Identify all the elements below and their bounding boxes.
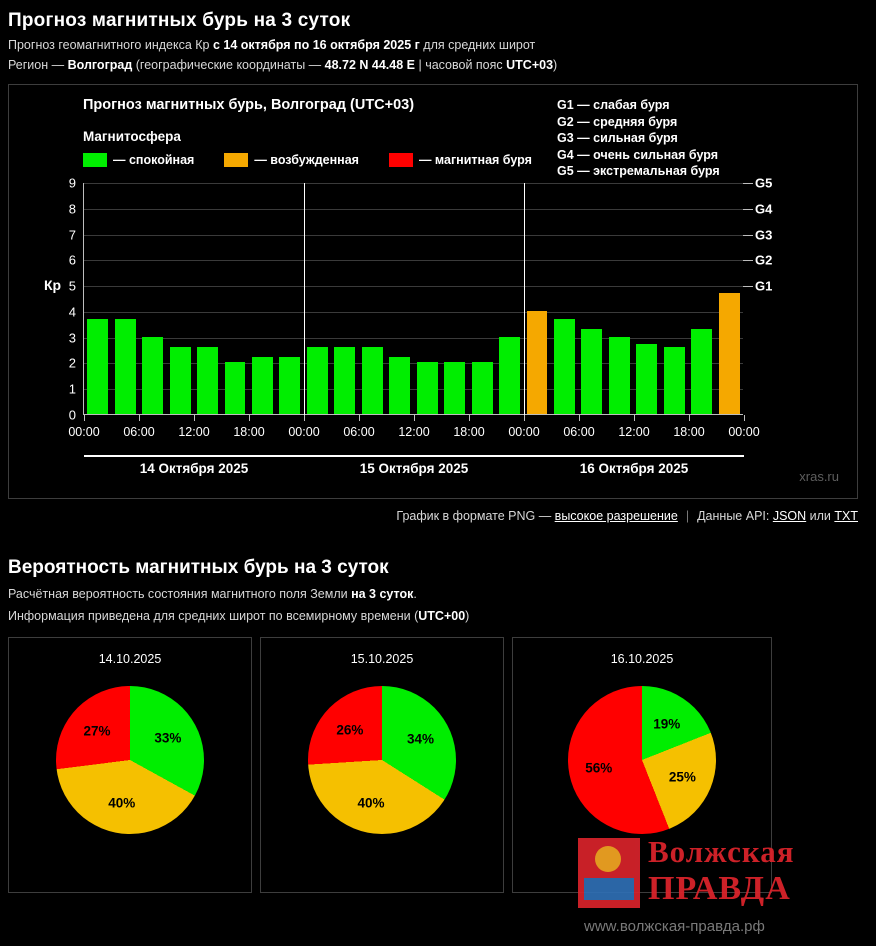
probability-line-2 [0, 601, 876, 623]
bar-slot [331, 182, 358, 414]
right-axis-tick [743, 209, 753, 210]
kp-bar [499, 337, 520, 414]
region-city: Волгоград [67, 58, 133, 72]
kp-bar [691, 329, 712, 414]
region-mid: (географические координаты — [132, 58, 325, 72]
pie-slice-percent: 40% [357, 795, 385, 811]
bar-slot [715, 182, 742, 414]
y-axis-tick-label: 5 [68, 278, 76, 294]
region-prefix: Регион — [8, 58, 68, 72]
kp-bar [719, 293, 740, 414]
y-axis-tick-label: 9 [68, 175, 76, 191]
g-scale-item: G2 — средняя буря [557, 114, 678, 129]
y-axis-tick-label: 1 [68, 381, 76, 397]
pie-card [8, 637, 252, 893]
day-band [524, 455, 744, 457]
x-axis-tick [634, 415, 635, 421]
legend-label: — спокойная [113, 153, 195, 167]
bar-slot [249, 182, 276, 414]
png-high-res-link[interactable]: высокое разрешение [554, 509, 678, 523]
right-axis-label: G3 [755, 227, 773, 243]
bar-slot [441, 182, 468, 414]
bar-slot [386, 182, 413, 414]
probability-line1-bold: на 3 суток [351, 587, 414, 601]
right-axis-label: G4 [755, 201, 773, 217]
x-axis-tick-label: 00:00 [68, 425, 100, 439]
chart-source-watermark: xras.ru [799, 469, 839, 484]
kp-bar [142, 337, 163, 414]
links-divider: | [685, 509, 690, 523]
links-or: или [806, 509, 835, 523]
bar-slot [468, 182, 495, 414]
kp-bar [527, 311, 548, 414]
kp-bar [472, 362, 493, 414]
x-axis-tick-label: 06:00 [123, 425, 155, 439]
chart-links-row [0, 509, 858, 523]
x-axis-tick [139, 415, 140, 421]
pie-chart [56, 686, 204, 834]
api-txt-link[interactable]: TXT [834, 509, 858, 523]
y-axis-tick-label: 0 [68, 407, 76, 423]
bar-slot [661, 182, 688, 414]
kp-bar [362, 347, 383, 414]
kp-bar [87, 319, 108, 414]
x-axis-tick-label: 06:00 [563, 425, 595, 439]
watermark-url: www.волжская-правда.рф [584, 918, 765, 935]
chart-legend [83, 153, 554, 167]
kp-bar [664, 347, 685, 414]
kp-bar [197, 347, 218, 414]
g-scale-item: G1 — слабая буря [557, 98, 670, 112]
region-end: ) [553, 58, 558, 72]
y-axis-label: Кр [44, 277, 62, 293]
bar-slot [496, 182, 523, 414]
y-axis-tick-label: 4 [68, 304, 76, 320]
pie-card [512, 637, 772, 893]
region-sep: | часовой пояс [415, 58, 507, 72]
kp-bar [170, 347, 191, 414]
kp-bar [334, 347, 355, 414]
y-axis-tick-label: 8 [68, 201, 76, 217]
probability-section-title: Вероятность магнитных бурь на 3 суток [8, 557, 389, 578]
pie-card [260, 637, 504, 893]
right-axis-label: G5 [755, 175, 773, 191]
bar-slot [688, 182, 715, 414]
y-axis-tick-label: 6 [68, 252, 76, 268]
day-separator [304, 183, 305, 415]
api-prefix: Данные API: [697, 509, 773, 523]
right-axis-tick [743, 183, 753, 184]
forecast-period-dates: с 14 октября по 16 октября 2025 г [212, 38, 420, 52]
y-axis-tick-label: 3 [68, 330, 76, 346]
x-axis-tick-label: 12:00 [398, 425, 430, 439]
x-axis-tick [414, 415, 415, 421]
region-line [0, 52, 876, 72]
pie-slice-percent: 25% [668, 769, 696, 785]
bar-slot [413, 182, 440, 414]
page-title: Прогноз магнитных бурь на 3 суток [8, 10, 351, 31]
forecast-period-line [0, 32, 876, 52]
legend-title: Магнитосфера [83, 129, 181, 144]
right-axis-tick [743, 260, 753, 261]
x-axis-tick-label: 12:00 [178, 425, 210, 439]
plot-area [44, 175, 773, 476]
png-prefix: График в формате PNG — [396, 509, 555, 523]
kp-bar [554, 319, 575, 414]
api-json-link[interactable]: JSON [772, 509, 807, 523]
region-timezone: UTC+03 [506, 58, 554, 72]
bar-slot [606, 182, 633, 414]
probability-line2-prefix: Информация приведена для средних широт по всемирному времени ( [8, 609, 419, 623]
right-axis-label: G2 [755, 252, 773, 268]
day-separator [524, 183, 525, 415]
bar-slot [523, 182, 550, 414]
bar-slot [551, 182, 578, 414]
pie-slice-percent: 33% [154, 730, 182, 746]
kp-bar [115, 319, 136, 414]
watermark-text-line2: ПРАВДА [648, 870, 791, 907]
right-axis-tick [743, 235, 753, 236]
y-axis-tick-label: 2 [68, 355, 76, 371]
day-band [84, 455, 304, 457]
x-axis-tick [524, 415, 525, 421]
pie-slice-percent: 19% [653, 716, 681, 732]
pie-date-label: 14.10.2025 [98, 652, 162, 666]
pie-chart [308, 686, 456, 834]
pie-slice-percent: 26% [336, 722, 364, 738]
kp-bar [307, 347, 328, 414]
probability-line1-prefix: Расчётная вероятность состояния магнитного поля Земли [8, 587, 352, 601]
x-axis-tick [359, 415, 360, 421]
pie-slice-percent: 56% [585, 760, 613, 776]
day-label: 16 Октября 2025 [579, 461, 689, 476]
x-axis-tick [469, 415, 470, 421]
g-scale-item: G3 — сильная буря [557, 131, 678, 145]
kp-bar [389, 357, 410, 414]
right-axis-label: G1 [755, 278, 773, 294]
forecast-period-suffix: для средних широт [419, 38, 536, 52]
x-axis-tick [194, 415, 195, 421]
bar-slot [221, 182, 248, 414]
kp-bar [609, 337, 630, 414]
region-coords: 48.72 N 44.48 E [324, 58, 415, 72]
forecast-period-prefix: Прогноз геомагнитного индекса Кр [8, 38, 213, 52]
pie-slice-percent: 40% [108, 795, 136, 811]
kp-forecast-chart [8, 84, 858, 499]
x-axis-tick-label: 06:00 [343, 425, 375, 439]
g-scale-item: G4 — очень сильная буря [557, 147, 718, 162]
chart-title: Прогноз магнитных бурь, Волгоград (UTC+03) [83, 97, 415, 113]
x-axis-tick [579, 415, 580, 421]
pie-date-label: 15.10.2025 [350, 652, 414, 666]
x-axis-tick [744, 415, 745, 421]
pie-slice-percent: 27% [83, 723, 111, 739]
g-scale-item: G5 — экстремальная буря [557, 164, 720, 178]
probability-line1-suffix: . [413, 587, 417, 601]
x-axis-tick [304, 415, 305, 421]
right-axis-tick [743, 286, 753, 287]
x-axis-tick-label: 00:00 [288, 425, 320, 439]
y-axis-tick-label: 7 [68, 227, 76, 243]
x-axis-tick-label: 00:00 [728, 425, 760, 439]
legend-label: — возбужденная [254, 153, 359, 167]
bar-slot [166, 182, 193, 414]
kp-bar [444, 362, 465, 414]
bar-slot [84, 182, 111, 414]
bar-slot [304, 182, 331, 414]
x-axis-tick [84, 415, 85, 421]
bar-slot [359, 182, 386, 414]
kp-bar [417, 362, 438, 414]
pie-date-label: 16.10.2025 [610, 652, 674, 666]
probability-line-1 [0, 579, 876, 601]
pie-slice-percent: 34% [407, 731, 435, 747]
day-label: 14 Октября 2025 [139, 461, 249, 476]
x-axis-tick-label: 18:00 [673, 425, 705, 439]
x-axis-tick-label: 00:00 [508, 425, 540, 439]
probability-pie-charts [8, 637, 868, 893]
kp-bar [225, 362, 246, 414]
bar-slot [194, 182, 221, 414]
bar-slot [578, 182, 605, 414]
legend-label: — магнитная буря [418, 153, 532, 167]
x-axis-tick-label: 18:00 [453, 425, 485, 439]
x-axis-tick [249, 415, 250, 421]
legend-color-swatch [83, 153, 107, 167]
x-axis-tick-label: 18:00 [233, 425, 265, 439]
bar-slot [139, 182, 166, 414]
probability-line2-suffix: ) [465, 609, 470, 623]
watermark-text-line1: Волжская [648, 834, 795, 869]
day-label: 15 Октября 2025 [359, 461, 469, 476]
kp-bar [279, 357, 300, 414]
bar-slot [276, 182, 303, 414]
legend-item [389, 153, 532, 167]
x-axis-tick-label: 12:00 [618, 425, 650, 439]
day-band [304, 455, 524, 457]
legend-color-swatch [224, 153, 248, 167]
probability-line2-bold: UTC+00 [418, 609, 466, 623]
bar-slot [111, 182, 138, 414]
kp-bar [636, 344, 657, 414]
bar-slot [633, 182, 660, 414]
g-scale-legend [557, 97, 720, 180]
kp-bar [252, 357, 273, 414]
legend-item [224, 153, 359, 167]
x-axis-tick [689, 415, 690, 421]
legend-item [83, 153, 194, 167]
legend-color-swatch [389, 153, 413, 167]
bar-series [84, 182, 743, 414]
kp-bar [581, 329, 602, 414]
